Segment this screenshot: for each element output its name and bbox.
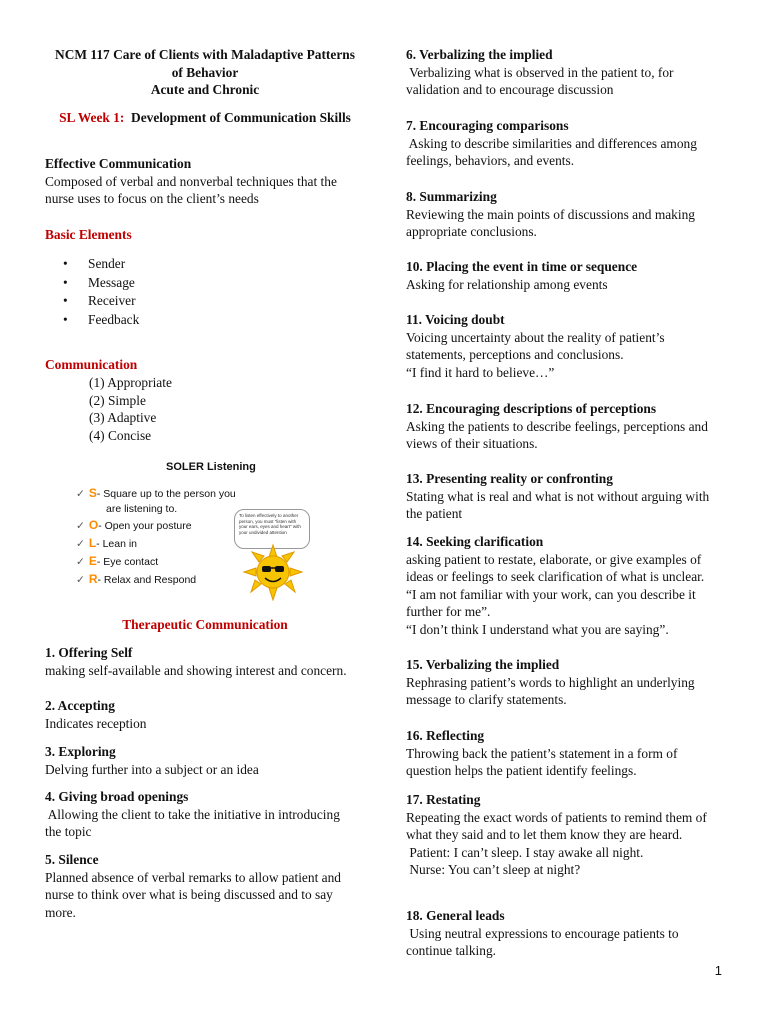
- technique-heading: 4. Giving broad openings: [45, 789, 189, 804]
- effective-text: nurse uses to focus on the client’s needs: [45, 191, 259, 207]
- soler-text: - Eye contact: [96, 556, 159, 568]
- technique-heading: 7. Encouraging comparisons: [406, 118, 569, 133]
- technique-text: more.: [45, 904, 76, 920]
- therapeutic-heading: Therapeutic Communication: [122, 617, 288, 632]
- technique-text: Nurse: You can’t sleep at night?: [406, 862, 581, 878]
- technique-text: Using neutral expressions to encourage patients to: [406, 925, 679, 941]
- technique-text: Throwing back the patient’s statement in a form of: [406, 745, 678, 761]
- title-line-3: Acute and Chronic: [150, 82, 260, 98]
- technique-text: feelings, behaviors, and events.: [406, 153, 575, 169]
- technique-text: ideas or feelings to seek clarification of what is unclear.: [406, 569, 705, 585]
- soler-row-e: [76, 553, 158, 572]
- technique-text: Asking to describe similarities and differences among: [406, 135, 697, 151]
- technique-text: Allowing the client to take the initiative in introducing: [45, 806, 340, 822]
- technique-text: Planned absence of verbal remarks to allow patient and: [45, 869, 341, 885]
- technique-text: continue talking.: [406, 943, 496, 959]
- technique-heading: 15. Verbalizing the implied: [406, 657, 560, 672]
- communication-list: [45, 374, 409, 444]
- week-heading: [45, 109, 365, 127]
- technique-text: further for me”.: [406, 604, 491, 620]
- technique-text: what they said and to let them know they are heard.: [406, 827, 683, 843]
- list-item: • Message: [45, 274, 365, 293]
- soler-letter: E: [88, 554, 97, 568]
- soler-text: - Open your posture: [98, 520, 192, 532]
- technique-text: Asking for relationship among events: [406, 276, 608, 292]
- soler-text: are listening to.: [106, 503, 178, 515]
- technique-4: [45, 788, 365, 841]
- effective-text: Composed of verbal and nonverbal techniques that the: [45, 173, 337, 189]
- technique-5: [45, 851, 365, 921]
- technique-3: [45, 743, 365, 778]
- technique-text: Asking the patients to describe feelings, perceptions and: [406, 418, 708, 434]
- technique-11: [406, 311, 726, 381]
- technique-text: Voicing uncertainty about the reality of patient’s: [406, 329, 665, 345]
- technique-heading: 11. Voicing doubt: [406, 312, 505, 327]
- technique-heading: 8. Summarizing: [406, 189, 497, 204]
- technique-heading: 2. Accepting: [45, 698, 115, 713]
- technique-text: asking patient to restate, elaborate, or give examples of: [406, 551, 702, 567]
- technique-text: validation and to encourage discussion: [406, 82, 614, 98]
- list-item: (3) Adaptive: [89, 410, 157, 425]
- technique-text: the topic: [45, 824, 92, 840]
- title-line-1: NCM 117 Care of Clients with Maladaptive Patterns: [55, 47, 355, 62]
- check-icon: ✓: [76, 556, 85, 568]
- technique-heading: 1. Offering Self: [45, 645, 133, 660]
- technique-heading: 14. Seeking clarification: [406, 534, 544, 549]
- technique-heading: 5. Silence: [45, 852, 99, 867]
- soler-letter: O: [88, 518, 99, 532]
- technique-text: question helps the patient identify feelings.: [406, 763, 637, 779]
- page-title: [45, 46, 365, 99]
- technique-6: [406, 46, 726, 99]
- check-icon: ✓: [76, 520, 85, 532]
- page-number: 1: [714, 963, 722, 978]
- basic-elements-heading: Basic Elements: [45, 227, 132, 242]
- technique-text: Patient: I can’t sleep. I stay awake all night.: [406, 844, 644, 860]
- week-title: Development of Communication Skills: [131, 110, 351, 125]
- soler-text: - Lean in: [96, 538, 138, 550]
- list-item: (4) Concise: [89, 427, 152, 443]
- check-icon: ✓: [76, 488, 85, 500]
- list-item: (2) Simple: [89, 392, 146, 408]
- technique-heading: 3. Exploring: [45, 744, 116, 759]
- technique-18: [406, 907, 726, 960]
- list-item: • Feedback: [45, 311, 365, 330]
- technique-text: “I don’t think I understand what you are saying”.: [406, 621, 669, 637]
- technique-text: message to clarify statements.: [406, 692, 567, 708]
- soler-title: SOLER Listening: [166, 461, 256, 473]
- technique-text: the patient: [406, 506, 463, 522]
- technique-text: Reviewing the main points of discussions and making: [406, 206, 695, 222]
- technique-17: [406, 791, 726, 879]
- list-item: • Receiver: [45, 292, 365, 311]
- technique-heading: 16. Reflecting: [406, 728, 485, 743]
- technique-heading: 13. Presenting reality or confronting: [406, 471, 613, 486]
- soler-text: - Square up to the person you: [96, 488, 236, 500]
- list-item: • Sender: [45, 255, 365, 274]
- soler-letter: L: [88, 536, 97, 550]
- soler-letter: R: [88, 572, 98, 586]
- technique-text: making self-available and showing interest and concern.: [45, 662, 347, 678]
- technique-heading: 10. Placing the event in time or sequence: [406, 259, 638, 274]
- technique-14: [406, 533, 726, 639]
- technique-text: Delving further into a subject or an idea: [45, 761, 259, 777]
- technique-text: nurse to think over what is being discussed and to say: [45, 887, 333, 903]
- technique-15: [406, 656, 726, 709]
- week-label: SL Week 1:: [59, 110, 125, 125]
- speech-bubble: To listen effectively to another person, you must "listen with your ears, eyes and heart" with your undivided attention: [234, 509, 310, 549]
- soler-letter: S: [88, 486, 97, 500]
- sun-mascot-icon: [242, 543, 304, 601]
- technique-1: [45, 644, 365, 679]
- technique-text: Verbalizing what is observed in the patient to, for: [406, 64, 674, 80]
- technique-text: “I find it hard to believe…”: [406, 364, 555, 380]
- technique-text: Indicates reception: [45, 715, 147, 731]
- basic-elements-list: [45, 255, 365, 329]
- technique-heading: 12. Encouraging descriptions of perceptions: [406, 401, 657, 416]
- technique-text: “I am not familiar with your work, can you describe it: [406, 586, 696, 602]
- list-item: (1) Appropriate: [89, 375, 172, 390]
- soler-text: - Relax and Respond: [97, 574, 197, 586]
- check-icon: ✓: [76, 574, 85, 586]
- effective-heading: Effective Communication: [45, 156, 192, 171]
- technique-text: views of their situations.: [406, 436, 538, 452]
- technique-heading: 6. Verbalizing the implied: [406, 47, 553, 62]
- check-icon: ✓: [76, 538, 85, 550]
- soler-figure: [74, 455, 314, 605]
- soler-row-l: [76, 535, 137, 554]
- technique-2: [45, 697, 365, 732]
- soler-row-r: [76, 571, 196, 590]
- technique-text: Stating what is real and what is not without arguing with: [406, 488, 710, 504]
- communication-heading: Communication: [45, 357, 138, 372]
- title-line-2: of Behavior: [171, 64, 239, 80]
- technique-12: [406, 400, 726, 453]
- effective-communication: [45, 155, 365, 208]
- technique-10: [406, 258, 726, 293]
- technique-heading: 18. General leads: [406, 908, 505, 923]
- technique-text: Repeating the exact words of patients to remind them of: [406, 809, 707, 825]
- technique-7: [406, 117, 726, 170]
- technique-text: Rephrasing patient’s words to highlight an underlying: [406, 674, 695, 690]
- technique-heading: 17. Restating: [406, 792, 481, 807]
- technique-16: [406, 727, 726, 780]
- technique-13: [406, 470, 726, 523]
- technique-text: statements, perceptions and conclusions.: [406, 347, 624, 363]
- technique-8: [406, 188, 726, 241]
- soler-row-o: [76, 517, 192, 536]
- technique-text: appropriate conclusions.: [406, 224, 537, 240]
